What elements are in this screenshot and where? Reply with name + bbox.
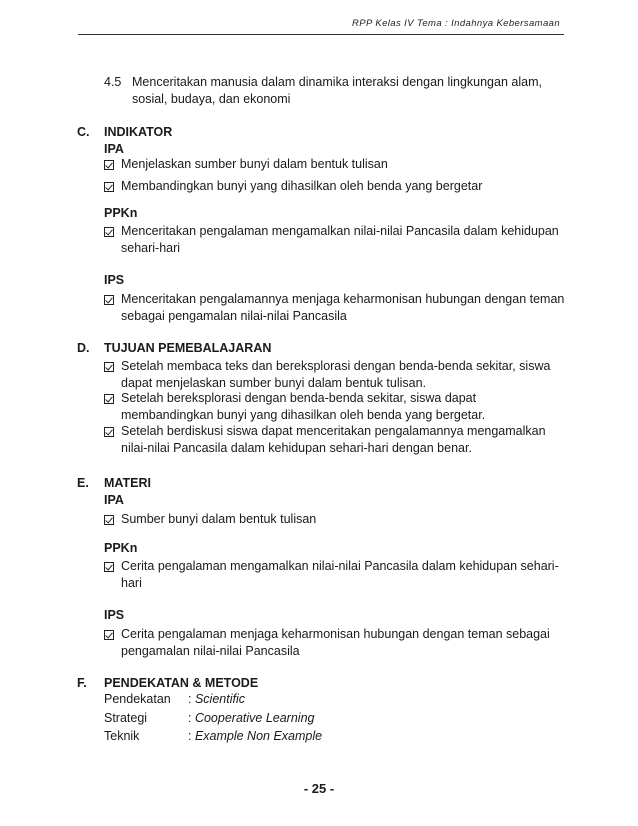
running-header: RPP Kelas IV Tema : Indahnya Kebersamaan	[351, 18, 560, 29]
method-label: Strategi	[104, 711, 148, 725]
section-c-ipa-label: IPA	[104, 142, 124, 156]
checkbox-icon	[104, 160, 114, 170]
section-e-ppkn-label: PPKn	[104, 541, 138, 555]
section-d-title: TUJUAN PEMEBALAJARAN	[104, 341, 272, 355]
section-c-letter: C.	[77, 125, 90, 139]
list-item: Membandingkan bunyi yang dihasilkan oleh benda yang bergetar	[121, 179, 483, 193]
section-d-letter: D.	[77, 341, 90, 355]
section-e-ipa-label: IPA	[104, 493, 124, 507]
checkbox-icon	[104, 515, 114, 525]
section-c-ips-label: IPS	[104, 273, 125, 287]
section-c-title: INDIKATOR	[104, 125, 173, 139]
section-f-title: PENDEKATAN & METODE	[104, 676, 259, 690]
checkbox-icon	[104, 630, 114, 640]
method-value: : Scientific	[188, 692, 245, 706]
checkbox-icon	[104, 182, 114, 192]
list-item: Setelah bereksplorasi dengan benda-benda sekitar, siswa dapat membandingkan bunyi yang dihasilkan oleh benda yang bergetar.	[121, 391, 486, 422]
method-value: : Example Non Example	[188, 729, 323, 743]
item-text: Menceritakan manusia dalam dinamika interaksi dengan lingkungan alam, sosial, budaya, dan ekonomi	[132, 75, 542, 106]
header-rule	[78, 34, 564, 35]
checkbox-icon	[104, 362, 114, 372]
section-c-ppkn-label: PPKn	[104, 206, 138, 220]
list-item: Menceritakan pengalaman mengamalkan nilai-nilai Pancasila dalam kehidupan sehari-hari	[121, 224, 559, 255]
list-item: Sumber bunyi dalam bentuk tulisan	[121, 512, 317, 526]
list-item: Cerita pengalaman menjaga keharmonisan hubungan dengan teman sebagai pengamalan nilai-nilai Pancasila	[121, 627, 550, 658]
page-number: - 25 -	[303, 781, 335, 796]
item-number: 4.5	[104, 75, 122, 89]
section-f-letter: F.	[77, 676, 87, 690]
method-value: : Cooperative Learning	[188, 711, 315, 725]
list-item: Setelah membaca teks dan bereksplorasi dengan benda-benda sekitar, siswa dapat menjelaskan sumber bunyi dalam bentuk tulisan.	[121, 359, 551, 390]
method-label: Teknik	[104, 729, 140, 743]
section-e-title: MATERI	[104, 476, 151, 490]
list-item: Cerita pengalaman mengamalkan nilai-nilai Pancasila dalam kehidupan sehari-hari	[121, 559, 559, 590]
list-item: Menceritakan pengalamannya menjaga keharmonisan hubungan dengan teman sebagai pengamalan nilai-nilai Pancasila	[121, 292, 565, 323]
section-e-ips-label: IPS	[104, 608, 125, 622]
method-label: Pendekatan	[104, 692, 171, 706]
checkbox-icon	[104, 427, 114, 437]
checkbox-icon	[104, 295, 114, 305]
list-item: Setelah berdiskusi siswa dapat menceritakan pengalamannya mengamalkan nilai-nilai Pancasila dalam kehidupan sehari-hari dengan benar.	[121, 424, 546, 455]
checkbox-icon	[104, 227, 114, 237]
section-e-letter: E.	[77, 476, 89, 490]
checkbox-icon	[104, 562, 114, 572]
list-item: Menjelaskan sumber bunyi dalam bentuk tulisan	[121, 157, 388, 171]
checkbox-icon	[104, 394, 114, 404]
